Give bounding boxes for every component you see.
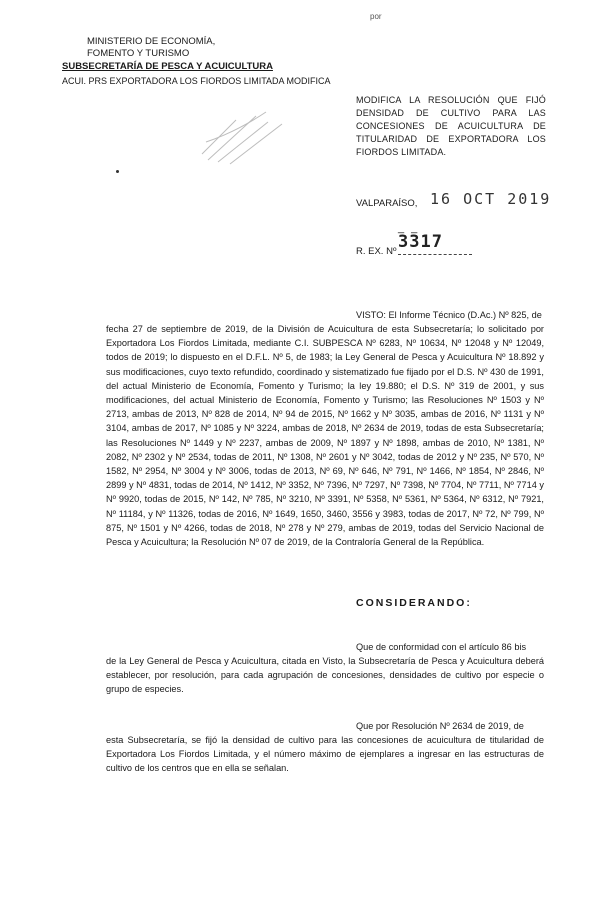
considerando-2-first-line: Que por Resolución Nº 2634 de 2019, de — [356, 721, 524, 731]
rex-underline — [398, 254, 472, 255]
margin-dot — [116, 170, 119, 173]
visto-body: fecha 27 de septiembre de 2019, de la División de Acuicultura de esta Subsecretaría; lo solicitado por Exportadora Los Fiordos Limitada, mediante C.I. SUBPESCA Nº 6283, Nº 10634, Nº 12048 y Nº 12049, todos de 2019; lo dispuesto en el D.F.L. Nº 5, de 1983; la Ley General de Pesca y Acuicultura Nº 18.892 y sus modificaciones, cuyo texto refundido, coordinado y sistematizado fue fijado por el D.S. Nº 430 de 1991, del actual Ministerio de Economía, Fomento y Turismo; la ley 19.880; el D.S. Nº 319 de 2001, y sus modificaciones, del actual Ministerio de Economía, Fomento y Turismo; las Resoluciones Nº 1503 y Nº 2713, ambas de 2013, Nº 828 de 2014, Nº 94 de 2015, Nº 1662 y Nº 3035, ambas de 2016, Nº 1131 y Nº 3104, ambas de 2017, Nº 1085 y Nº 3224, ambas de 2018, Nº 2634 de 2019, todas de esta Subsecretaría; las Resoluciones Nº 1449 y Nº 2237, ambas de 2009, Nº 1897 y Nº 1898, ambas de 2010, Nº 1381, Nº 2082, Nº 2302 y Nº 2534, todas de 2011, Nº 1308, Nº 2601 y Nº 3042, todas de 2012 y Nº 235, Nº 570, Nº 1582, Nº 2954, Nº 3004 y Nº 3006, todas de 2013, Nº 69, Nº 646, Nº 791, Nº 1466, Nº 1854, Nº 2846, Nº 2899 y Nº 4831, todas de 2014, Nº 1412, Nº 3352, Nº 7396, Nº 7297, Nº 7398, Nº 7704, Nº 7711, Nº 7714 y Nº 9920, todas de 2015, Nº 142, Nº 785, Nº 3210, Nº 3391, Nº 5358, Nº 5361, Nº 5364, Nº 6312, Nº 7921, Nº 11184, y Nº 11326, todas de 2016, Nº 1649, 1650, 3460, 3556 y 3983, todas de 2017, Nº 72, Nº 799, Nº 875, Nº 1501 y Nº 4266, todas de 2018, Nº 278 y Nº 279, ambas de 2019, todas del Servicio Nacional de Pesca y Acuicultura; la Resolución Nº 07 de 2019, de la Contraloría General de la República. — [106, 324, 544, 548]
top-note: por — [370, 12, 382, 21]
rex-dash: _ _ — [398, 222, 420, 234]
resolution-subject: MODIFICA LA RESOLUCIÓN QUE FIJÓ DENSIDAD DE CULTIVO PARA LAS CONCESIONES DE ACUICULTURA DE TITULARIDAD DE EXPORTADORA LOS FIORDOS LIMITADA. — [356, 95, 546, 157]
subsecretaria-line: SUBSECRETARÍA DE PESCA Y ACUICULTURA — [62, 61, 273, 72]
ministry-line-2: FOMENTO Y TURISMO — [87, 48, 190, 59]
considerando-title: CONSIDERANDO: — [356, 597, 472, 609]
faded-stamp-icon — [196, 102, 292, 168]
ministry-line: MINISTERIO DE ECONOMÍA, — [87, 36, 216, 47]
visto-first-line: VISTO: El Informe Técnico (D.Ac.) Nº 825, de — [356, 310, 542, 320]
rex-number: 3317 — [398, 232, 443, 252]
considerando-1-first-line: Que de conformidad con el artículo 86 bis — [356, 642, 527, 652]
place-label: VALPARAÍSO, — [356, 198, 418, 209]
file-reference: ACUI. PRS EXPORTADORA LOS FIORDOS LIMITADA MODIFICA — [62, 76, 331, 86]
date-stamp: 16 OCT 2019 — [430, 190, 552, 208]
rex-label: R. EX. Nº — [356, 246, 397, 257]
considerando-1-body: de la Ley General de Pesca y Acuicultura, citada en Visto, la Subsecretaría de Pesca y Acuicultura deberá establecer, por resolución, para cada agrupación de concesiones, densidades de cultivo por especie o grupo de especies. — [106, 656, 544, 695]
considerando-2-body: esta Subsecretaría, se fijó la densidad de cultivo para las concesiones de acuicultura de titularidad de Exportadora Los Fiordos Limitada, y el número máximo de ejemplares a ingresar en las estructuras de cultivo de los centros que en ella se señalan. — [106, 735, 544, 774]
